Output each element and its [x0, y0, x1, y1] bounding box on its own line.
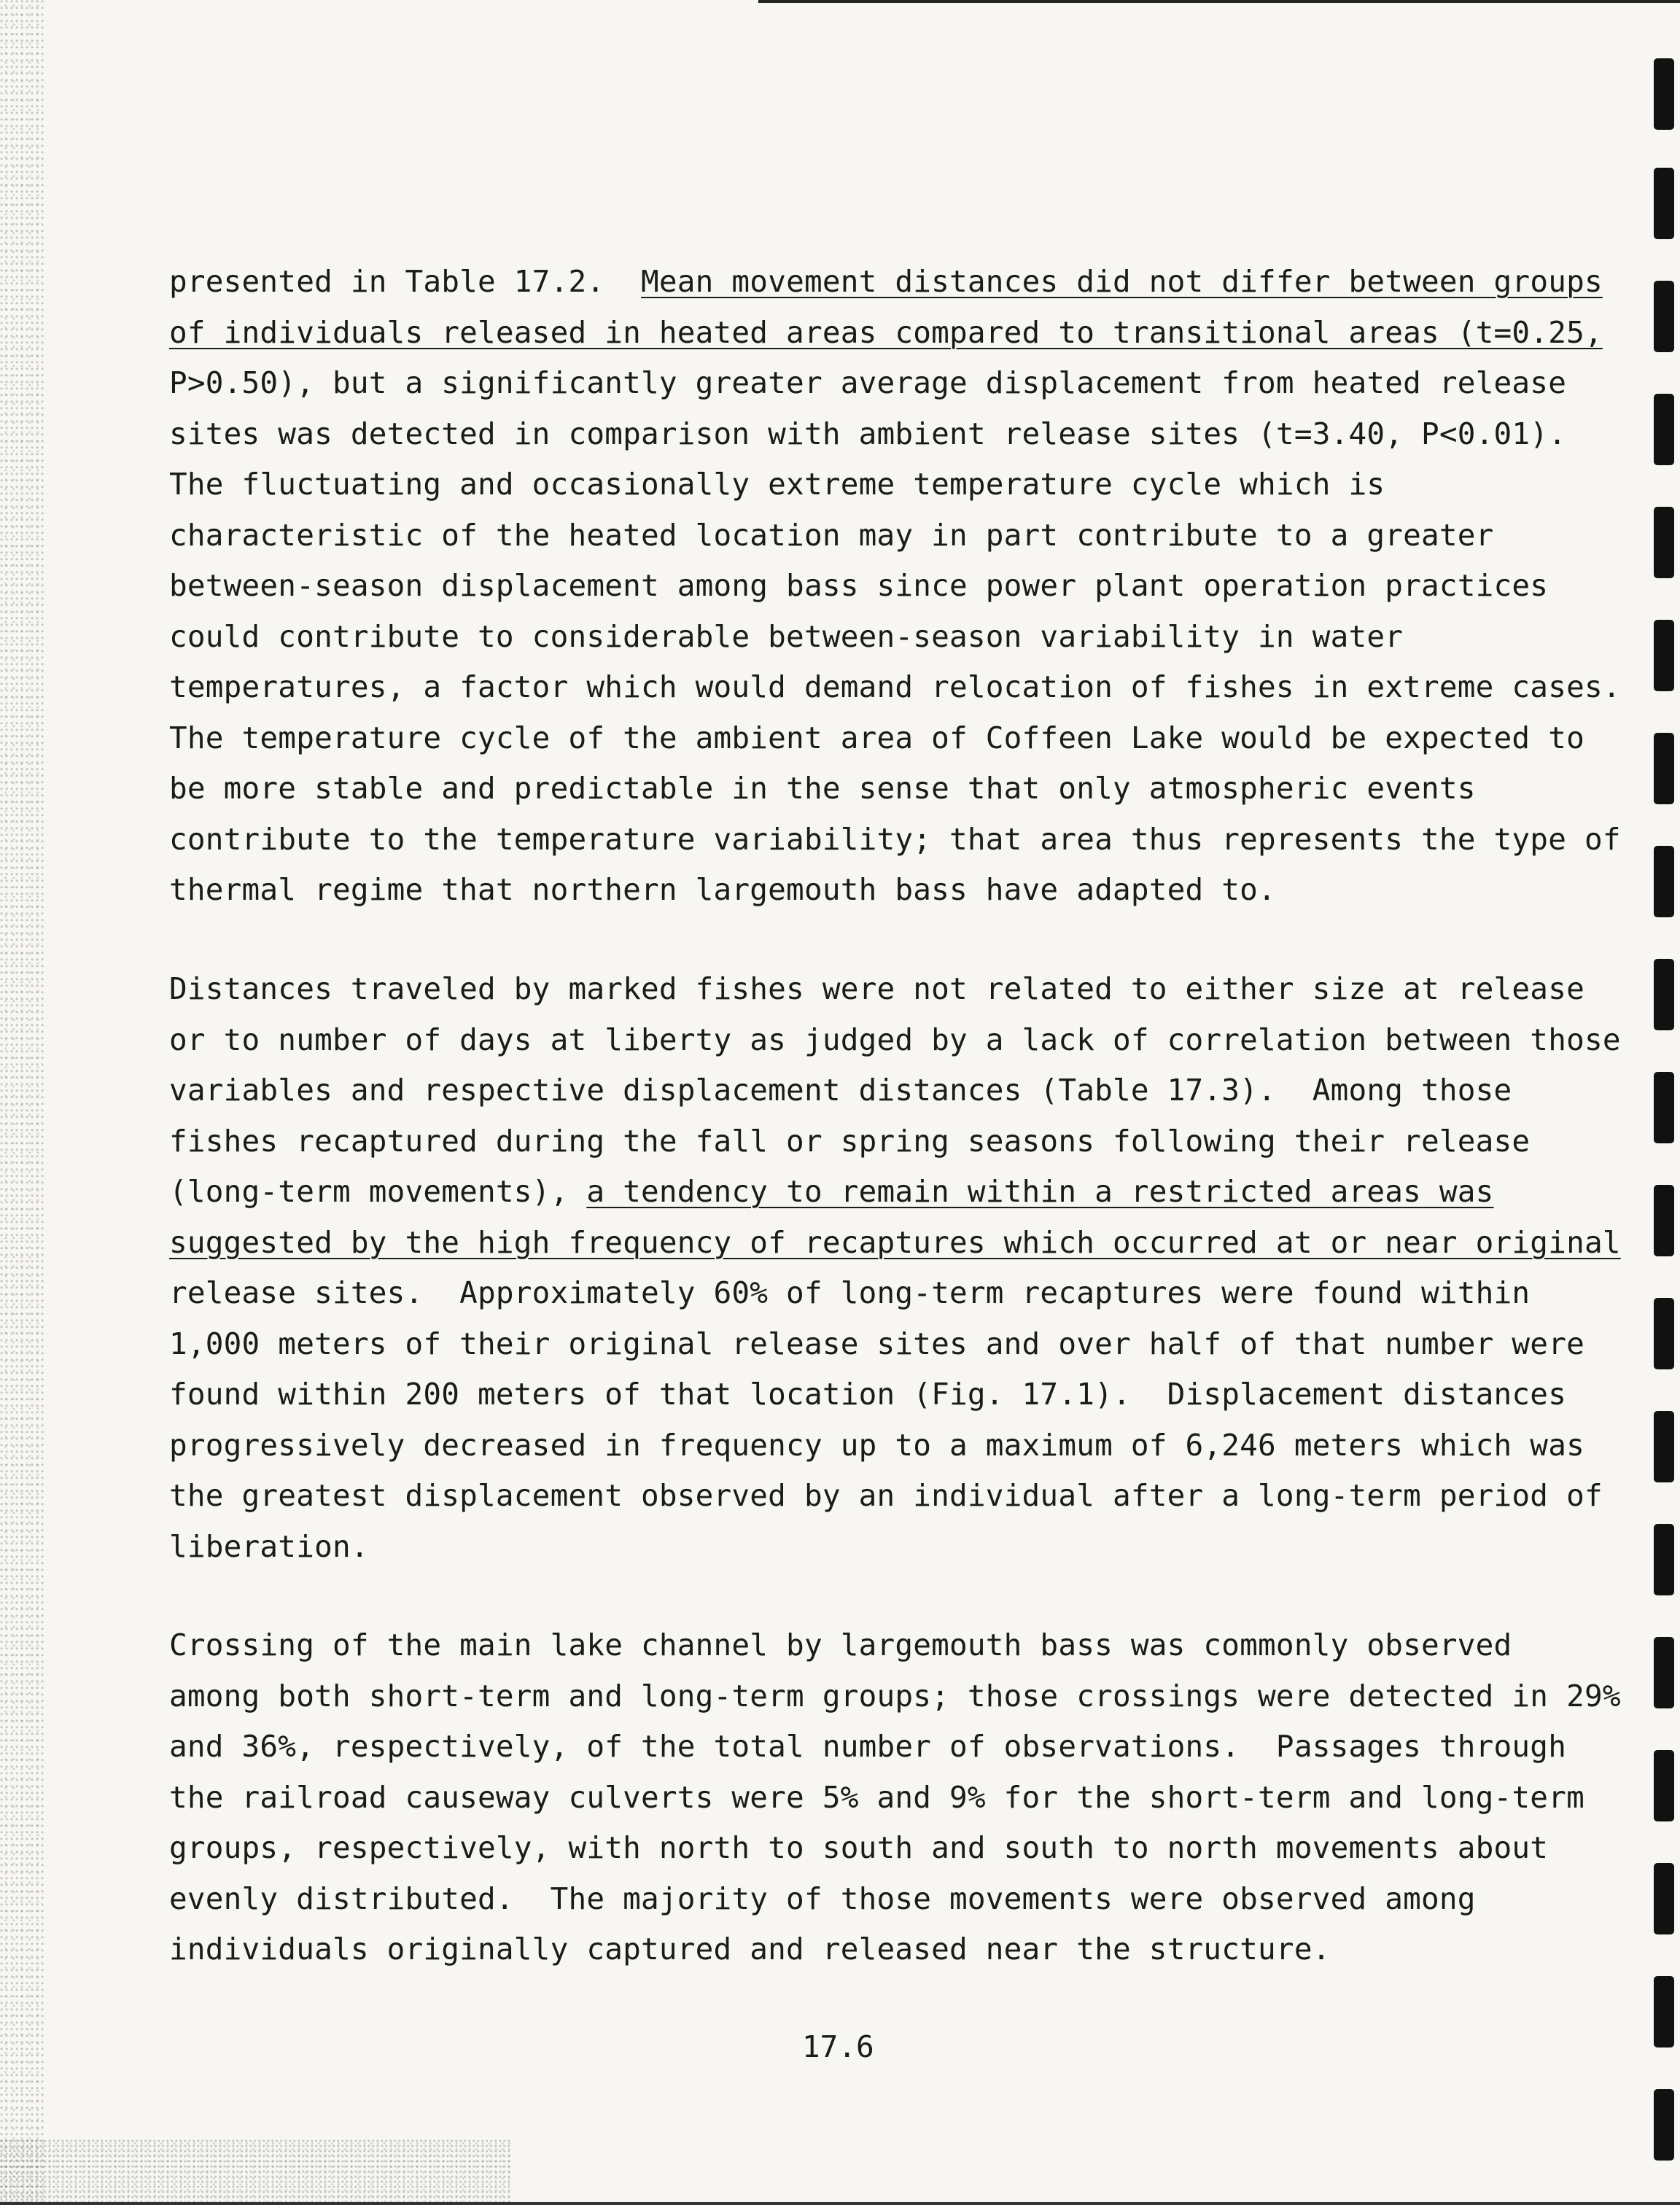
text-run: or to number of days at liberty as judged by a lack of correlation between those [169, 1022, 1621, 1057]
text-run: sites was detected in comparison with ambient release sites (t=3.40, P<0.01). [169, 416, 1567, 451]
text-line [169, 409, 1567, 460]
binding-hole [1654, 1637, 1674, 1708]
bottom-edge-line [0, 2202, 1680, 2205]
text-line [169, 612, 1525, 663]
underlined-text: a tendency to remain within a restricted areas was [586, 1174, 1494, 1209]
text-run: evenly distributed. The majority of those movements were observed among [169, 1881, 1476, 1916]
text-run: thermal regime that northern largemouth bass have adapted to. [169, 872, 1276, 907]
text-run: the greatest displacement observed by an individual after a long-term period of [169, 1478, 1603, 1513]
paragraph-1 [169, 257, 1621, 916]
text-line [169, 1369, 1567, 1420]
text-run: P>0.50), but a significantly greater average displacement from heated release [169, 365, 1567, 400]
text-line [169, 358, 1567, 409]
text-run: presented in Table 17.2. [169, 264, 641, 299]
text-run: between-season displacement among bass since power plant operation practices [169, 568, 1549, 603]
text-line [169, 257, 1603, 308]
underlined-text: of individuals released in heated areas compared to transitional areas (t=0.25, [169, 314, 1603, 350]
text-line [169, 814, 1621, 866]
binding-hole [1654, 507, 1674, 578]
underlined-text: suggested by the high frequency of recaptures which occurred at or near original [169, 1224, 1621, 1260]
text-line [169, 662, 1621, 713]
binding-hole [1654, 1750, 1674, 1821]
binding-hole [1654, 1524, 1674, 1595]
text-run: liberation. [169, 1528, 369, 1564]
binding-hole [1654, 620, 1674, 691]
text-run: individuals originally captured and released near the structure. [169, 1932, 1331, 1967]
text-run: 1,000 meters of their original release sites and over half of that number were [169, 1326, 1584, 1361]
text-line [169, 459, 1525, 510]
text-line [169, 1773, 1584, 1824]
text-run: temperatures, a factor which would demand relocation of fishes in extreme cases. [169, 669, 1621, 704]
text-line [169, 308, 1603, 359]
binding-hole [1654, 168, 1674, 239]
text-line [169, 763, 1525, 814]
binding-hole [1654, 846, 1674, 917]
text-run: Crossing of the main lake channel by largemouth bass was commonly observed [169, 1628, 1512, 1662]
paragraph-2 [169, 964, 1621, 1572]
binding-hole [1654, 1976, 1674, 2048]
text-run: progressively decreased in frequency up to a maximum of 6,246 meters which was [169, 1427, 1584, 1463]
text-line [169, 1065, 1525, 1116]
text-run: among both short-term and long-term groups; those crossings were detected in 29% [169, 1678, 1621, 1714]
binding-hole [1654, 281, 1674, 352]
text-run: The temperature cycle of the ambient area of Coffeen Lake would be expected to [169, 720, 1584, 755]
text-line [169, 1167, 1525, 1218]
text-run: fishes recaptured during the fall or spring seasons following their release [169, 1123, 1531, 1159]
binding-hole [1654, 58, 1674, 130]
scan-bottom-speckle [0, 2139, 510, 2205]
text-run: groups, respectively, with north to south and south to north movements about [169, 1830, 1549, 1865]
binding-hole [1654, 1185, 1674, 1256]
text-line [169, 964, 1584, 1015]
text-line [169, 1522, 1525, 1573]
text-run: be more stable and predictable in the sense that only atmospheric events [169, 771, 1476, 806]
text-run: (long-term movements), [169, 1174, 587, 1209]
text-run: and 36%, respectively, of the total number of observations. Passages through [169, 1729, 1567, 1764]
text-run: could contribute to considerable between-season variability in water [169, 618, 1404, 654]
text-line [169, 1620, 1525, 1671]
text-line [169, 1319, 1584, 1370]
underlined-text: Mean movement distances did not differ between groups [641, 264, 1603, 299]
text-line [169, 1015, 1621, 1066]
text-line [169, 1218, 1621, 1269]
binding-hole [1654, 1298, 1674, 1369]
binding-hole [1654, 1072, 1674, 1143]
text-line [169, 1722, 1567, 1773]
binding-hole [1654, 733, 1674, 804]
scan-edge-speckle [0, 0, 44, 2205]
text-run: release sites. Approximately 60% of long-term recaptures were found within [169, 1275, 1531, 1310]
text-line [169, 1823, 1549, 1874]
text-line [169, 1268, 1531, 1319]
text-line [169, 1924, 1525, 1975]
text-line [169, 865, 1525, 916]
binding-hole [1654, 1411, 1674, 1482]
text-run: found within 200 meters of that location (Fig. 17.1). Displacement distances [169, 1377, 1567, 1412]
text-run: variables and respective displacement distances (Table 17.3). Among those [169, 1073, 1512, 1108]
text-line [169, 1420, 1584, 1471]
page-number: 17.6 [802, 2029, 874, 2064]
binding-hole [1654, 959, 1674, 1030]
text-line [169, 561, 1549, 612]
top-edge-line [758, 0, 1680, 3]
text-run: characteristic of the heated location may in part contribute to a greater [169, 517, 1494, 553]
binding-hole [1654, 1863, 1674, 1934]
text-line [169, 713, 1584, 764]
text-line [169, 1471, 1603, 1522]
text-line [169, 1116, 1531, 1167]
text-run: the railroad causeway culverts were 5% and 9% for the short-term and long-term [169, 1779, 1584, 1815]
text-run: Distances traveled by marked fishes were not related to either size at release [169, 971, 1584, 1006]
text-line [169, 1874, 1525, 1925]
binding-hole [1654, 394, 1674, 465]
binding-hole [1654, 2089, 1674, 2161]
text-line [169, 1671, 1621, 1722]
paragraph-3 [169, 1620, 1621, 1975]
text-run: The fluctuating and occasionally extreme temperature cycle which is [169, 467, 1385, 502]
text-run: contribute to the temperature variability; that area thus represents the type of [169, 821, 1621, 857]
text-line [169, 510, 1525, 561]
